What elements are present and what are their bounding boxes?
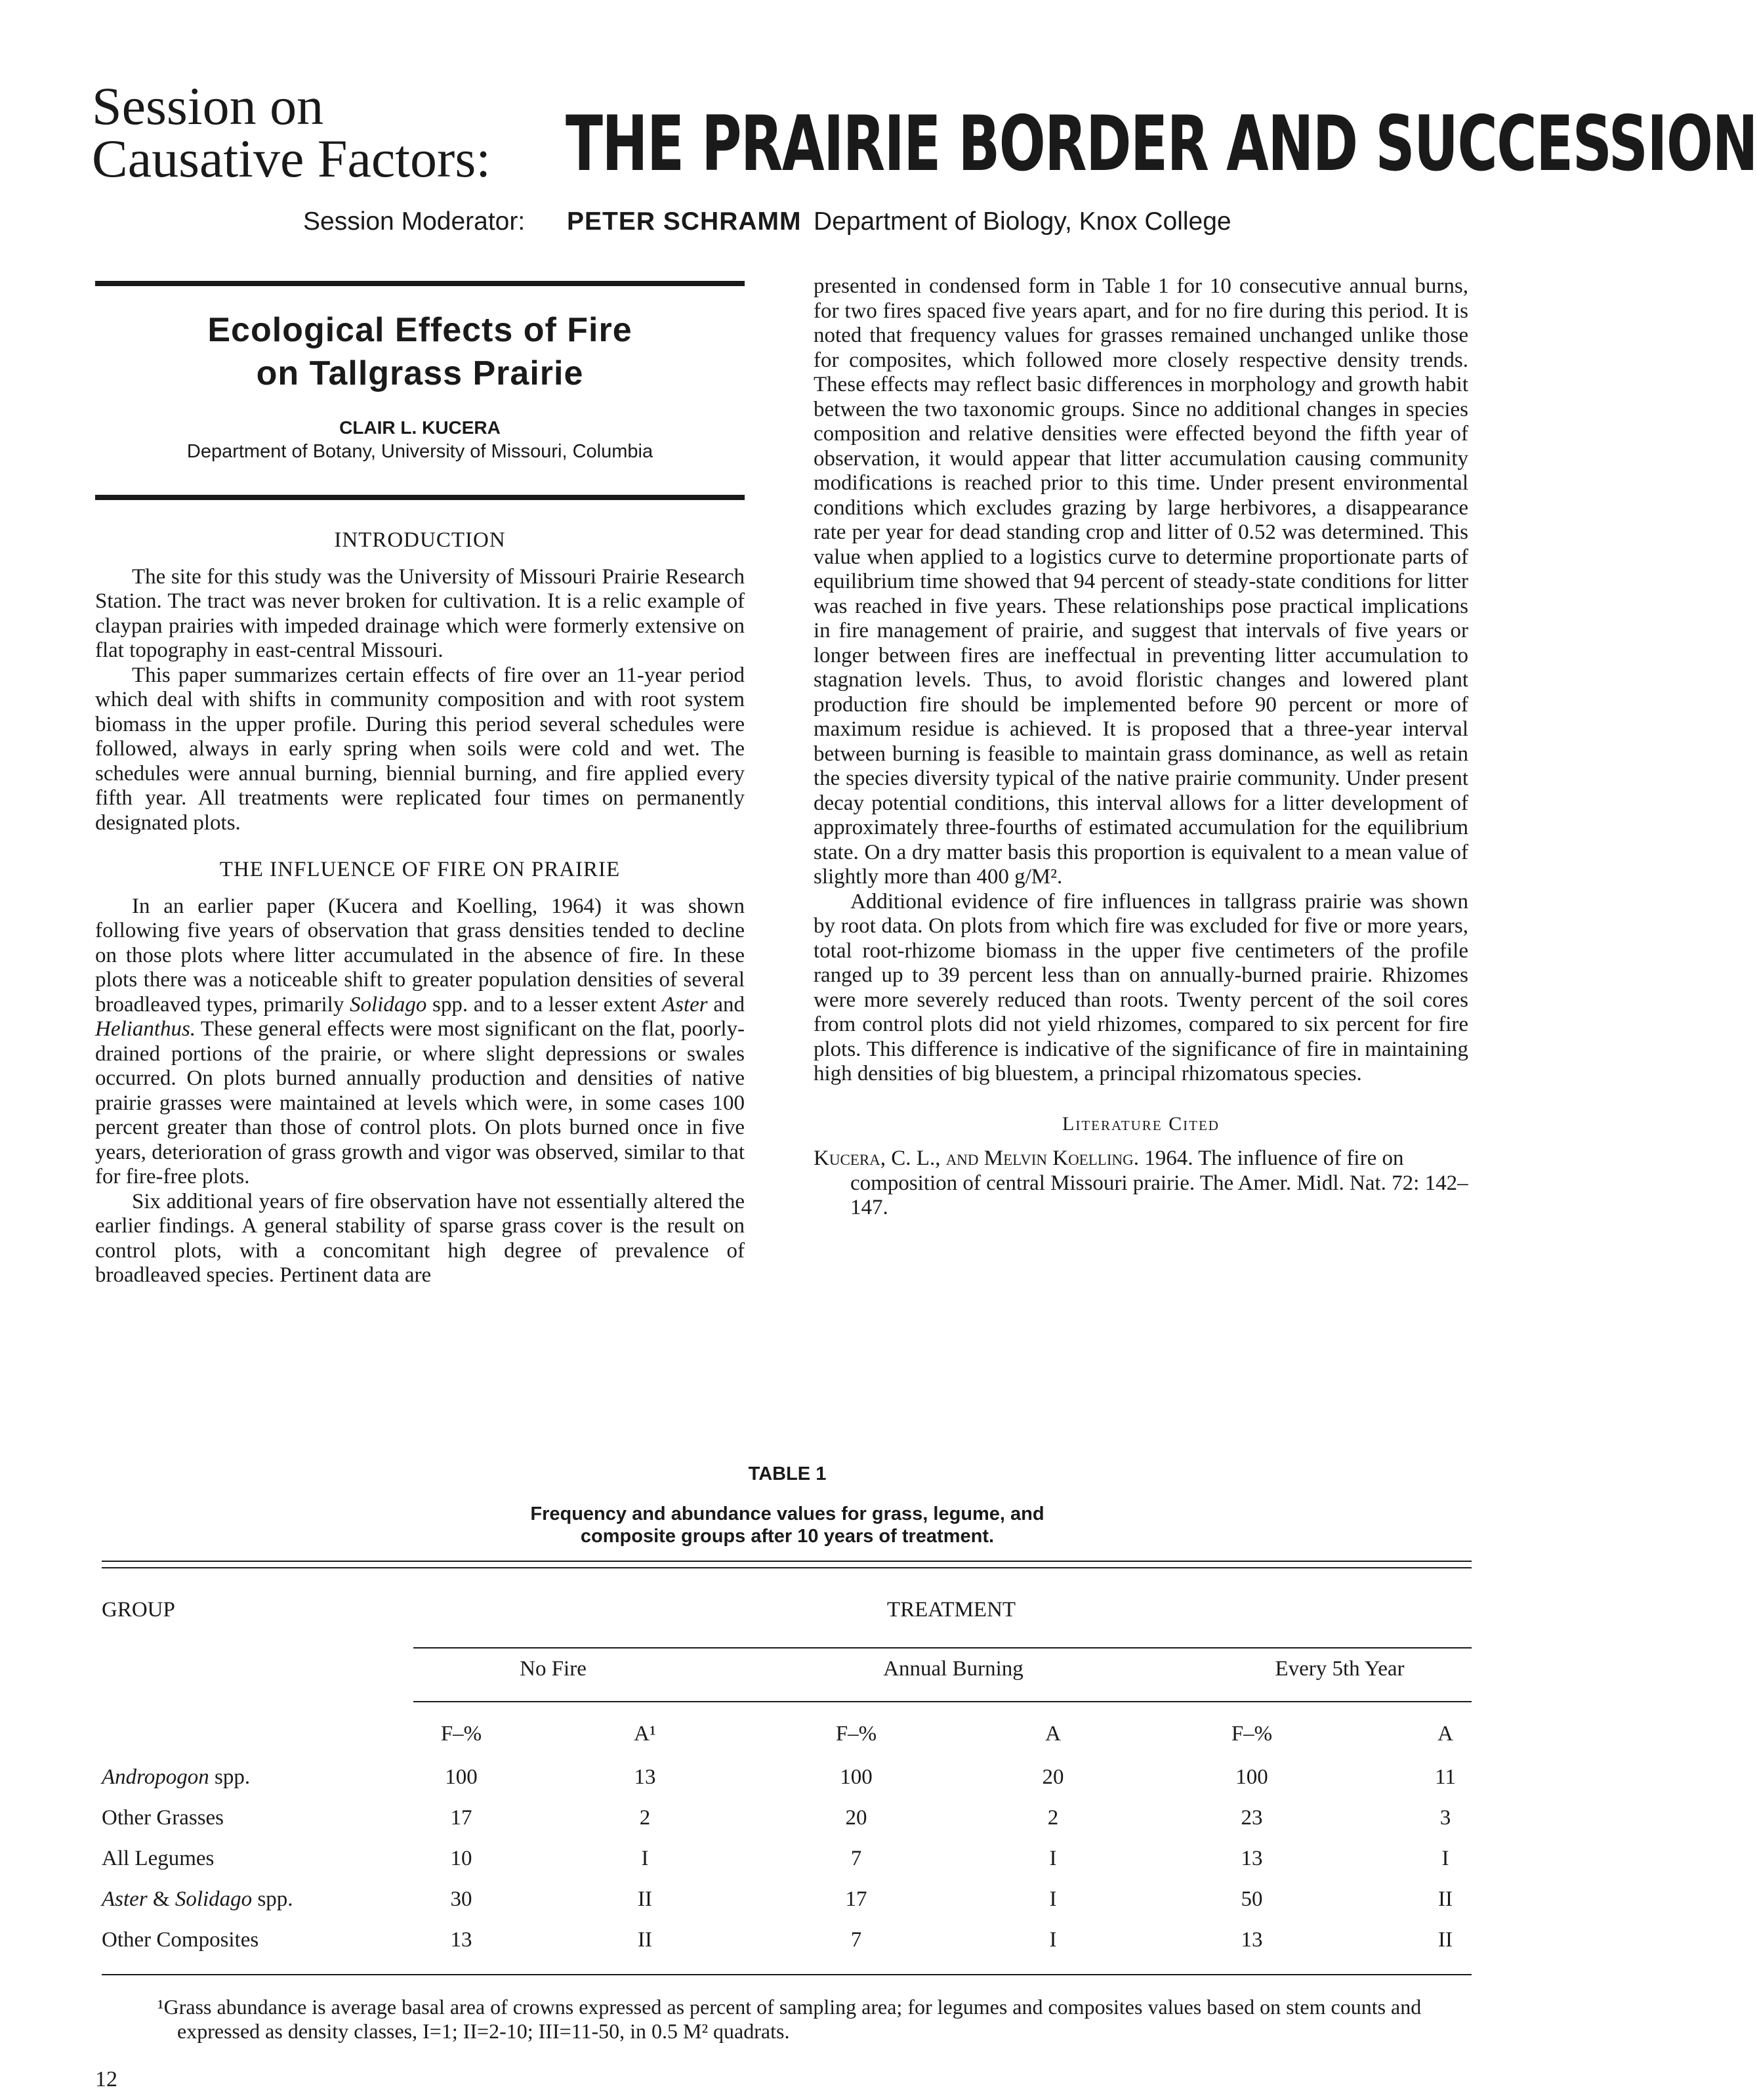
table-rule-top-2 [102, 1567, 1472, 1568]
table-rule-bottom [102, 1974, 1472, 1975]
group-header: GROUP [102, 1598, 175, 1622]
table-cell: 20 [1042, 1765, 1064, 1789]
table-cell: II [638, 1928, 652, 1952]
table-footnote: ¹Grass abundance is average basal area of crowns expressed as percent of sampling area; for legumes and composites values based on stem counts and expressed as density classes, I=1; II=2-10; III=11-50, in 0.5 M² quadrats. [157, 1995, 1422, 2043]
influence-heading: THE INFLUENCE OF FIRE ON PRAIRIE [219, 858, 621, 881]
title-rule-top [95, 281, 745, 286]
influence-paragraph-2: Six additional years of fire observation have not essentially altered the earlier findings. A general stability of sparse grass cover is the result on control plots, with a concomitant high degree of prevalence of broadleaved species. Pertinent data are [95, 1189, 745, 1287]
table-cell: 13 [1241, 1847, 1263, 1870]
subheader-a-1: A¹ [634, 1722, 656, 1746]
table-cell: 2 [1047, 1806, 1059, 1830]
table-caption-line-2: composite groups after 10 years of treatment. [580, 1526, 995, 1547]
table-row-group: Other Composites [102, 1928, 259, 1952]
table-row-group: Other Grasses [102, 1806, 224, 1830]
page-number: 12 [95, 2067, 117, 2091]
subheader-f-1: F–% [440, 1722, 482, 1746]
table-cell: II [638, 1887, 652, 1911]
table-cell: I [1441, 1847, 1449, 1870]
table-rule-top-1 [102, 1561, 1472, 1562]
table-cell: 7 [850, 1847, 862, 1870]
intro-paragraph-2: This paper summarizes certain effects of fire over an 11-year period which deal with shifts in community composition and with root system biomass in the upper profile. During this period several schedules were followed, always in early spring when soils were cold and wet. The schedules were annual burning, biennial burning, and fire applied every fifth year. All treatments were replicated four times on permanently designated plots. [95, 663, 745, 835]
left-column [95, 528, 745, 1288]
main-title: THE PRAIRIE BORDER AND SUCCESSION [566, 100, 1757, 188]
moderator-affiliation: Department of Biology, Knox College [814, 207, 1231, 236]
article-title-line-1: Ecological Effects of Fire [207, 311, 632, 349]
table-cell: 17 [450, 1806, 472, 1830]
table-cell: II [1438, 1928, 1453, 1952]
table-cell: 3 [1439, 1806, 1451, 1830]
table-cell: 13 [634, 1765, 656, 1789]
table-label: TABLE 1 [748, 1463, 827, 1484]
table-cell: 100 [1235, 1765, 1268, 1789]
article-author: CLAIR L. KUCERA [339, 417, 501, 438]
table-cell: 23 [1241, 1806, 1263, 1830]
table-row-group: Aster & Solidago spp. [102, 1887, 293, 1911]
table-cell: I [1049, 1928, 1057, 1952]
subheader-a-2: A [1045, 1722, 1061, 1746]
session-line-2: Causative Factors: [92, 129, 491, 188]
right-paragraph-1: presented in condensed form in Table 1 for 10 consecutive annual burns, for two fires spaced five years apart, and for no fire during this period. It is noted that frequency values for grasses remained unchanged unlike those for composites, which followed more closely respective density trends. These effects may reflect basic differences in morphology and growth habit between the two taxonomic groups. Since no additional changes in species composition and relative densities were effected beyond the fifth year of observation, it would appear that litter accumulation causing community modifications is reached prior to this time. Under present environmental conditions which excludes grazing by large herbivores, a disappearance rate per year for dead standing crop and litter of 0.52 was determined. This value when applied to a logistics curve to determine proportionate parts of equilibrium time showed that 94 percent of steady-state conditions for litter was reached in five years. These relationships pose practical implications in fire management of prairie, and suggest that intervals of five years or longer between fires are ineffectual in preventing litter accumulation to stagnation levels. Thus, to avoid floristic changes and lowered plant production fire should be implemented before 90 percent or more of maximum residue is achieved. It is proposed that a three-year interval between burning is feasible to maintain grass dominance, as well as retain the species diversity typical of the native prairie community. Under present decay potential conditions, this interval allows for a litter development of approximately three-fourths of estimated accumulation for the equilibrium state. On a dry matter basis this proportion is equivalent to a mean value of slightly more than 400 g/M². [814, 274, 1468, 889]
table-cell: I [641, 1847, 649, 1870]
table-cell: 30 [450, 1887, 472, 1911]
subheader-rule [413, 1701, 1472, 1702]
subheader-f-2: F–% [835, 1722, 877, 1746]
treatment-no-fire: No Fire [520, 1657, 587, 1681]
table-cell: I [1049, 1847, 1057, 1870]
subheader-a-3: A [1437, 1722, 1453, 1746]
treatment-rule [413, 1647, 1472, 1648]
table-cell: II [1438, 1887, 1453, 1911]
right-paragraph-2: Additional evidence of fire influences in tallgrass prairie was shown by root data. On plots from which fire was excluded for five or more years, total root-rhizome biomass in the upper five centimeters of the profile ranged up to 39 percent less than on annually-burned prairie. Rhizomes were more severely reduced than roots. Twenty percent of the soil cores from control plots did not yield rhizomes, compared to six percent for fire plots. This difference is indicative of the significance of fire in maintaining high densities of big bluestem, a principal rhizomatous species. [814, 889, 1468, 1085]
table-cell: 2 [639, 1806, 651, 1830]
session-title [92, 76, 491, 188]
table-cell: 17 [845, 1887, 867, 1911]
reference-entry: Kucera, C. L., and Melvin Koelling. 1964. The influence of fire on composition of central Missouri prairie. The Amer. Midl. Nat. 72: 142–147. [814, 1146, 1468, 1219]
treatment-header: TREATMENT [886, 1598, 1016, 1622]
table-cell: 20 [845, 1806, 867, 1830]
table-cell: 100 [445, 1765, 478, 1789]
intro-heading: INTRODUCTION [334, 528, 506, 552]
article-affiliation: Department of Botany, University of Missouri, Columbia [186, 441, 653, 462]
article-title-line-2: on Tallgrass Prairie [256, 354, 584, 392]
title-rule-bottom [95, 495, 745, 500]
literature-cited-heading: Literature Cited [1062, 1112, 1220, 1135]
table-caption [0, 1503, 1575, 1547]
table-cell: 11 [1435, 1765, 1456, 1789]
table-cell: 13 [450, 1928, 472, 1952]
table-cell: I [1049, 1887, 1057, 1911]
table-row-group: All Legumes [102, 1847, 215, 1870]
intro-paragraph-1: The site for this study was the University of Missouri Prairie Research Station. The tract was never broken for cultivation. It is a relic example of claypan prairies with impeded drainage which were formerly extensive on flat topography in east-central Missouri. [95, 564, 745, 662]
treatment-annual-burning: Annual Burning [883, 1657, 1023, 1681]
table-cell: 100 [840, 1765, 873, 1789]
moderator-name: PETER SCHRAMM [567, 207, 802, 236]
table-cell: 7 [850, 1928, 862, 1952]
treatment-every-5th-year: Every 5th Year [1275, 1657, 1405, 1681]
subheader-f-3: F–% [1231, 1722, 1273, 1746]
influence-paragraph-1: In an earlier paper (Kucera and Koelling, 1964) it was shown following five years of observation that grass densities tended to decline on those plots where litter accumulated in the absence of fire. In these plots there was a noticeable shift to greater population densities of several broadleaved types, primarily Solidago spp. and to a lesser extent Aster and Helianthus. These general effects were most significant on the flat, poorly-drained portions of the prairie, or where slight depressions or swales occurred. On plots burned annually production and densities of native prairie grasses were maintained at levels which were, in some cases 100 percent greater than those of control plots. On plots burned once in five years, deterioration of grass growth and vigor was observed, similar to that for fire-free plots. [95, 894, 745, 1188]
table-cell: 13 [1241, 1928, 1263, 1952]
right-column [814, 274, 1468, 1221]
session-line-1: Session on [92, 76, 324, 136]
table-caption-line-1: Frequency and abundance values for grass, legume, and [530, 1503, 1044, 1524]
table-row-group: Andropogon spp. [102, 1765, 251, 1789]
article-title [95, 308, 745, 395]
moderator-label: Session Moderator: [303, 207, 526, 236]
table-cell: 10 [450, 1847, 472, 1870]
table-cell: 50 [1241, 1887, 1263, 1911]
